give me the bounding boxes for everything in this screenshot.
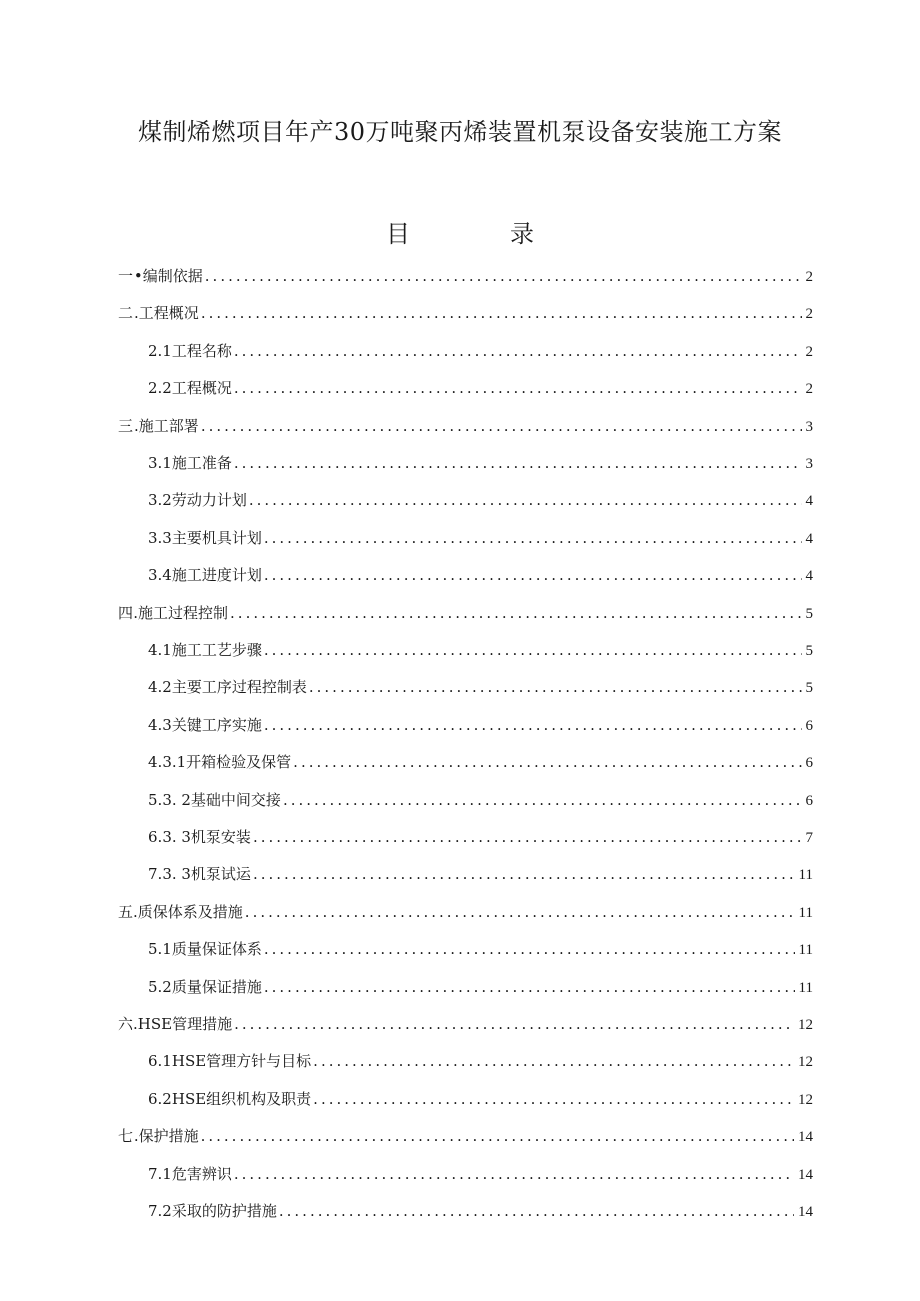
toc-entry-page-number: 2	[805, 269, 813, 285]
toc-entry-label: 质量保证体系	[171, 940, 262, 959]
toc-entry-number: 5.	[148, 790, 163, 809]
toc-entry-label: 危害辨识	[171, 1164, 232, 1183]
toc-entry-label: 3. 3机泵安装	[162, 828, 251, 846]
toc-entry-page-number: 14	[798, 1129, 813, 1146]
toc-entry-number: 五	[118, 902, 134, 921]
toc-entry-number: 七	[118, 1127, 134, 1146]
toc-entry-page-number: 2	[805, 306, 813, 323]
toc-entry-number: 7.1	[148, 1164, 172, 1183]
toc-leader-dots	[234, 370, 802, 407]
toc-leader-dots	[264, 632, 802, 669]
toc-entry[interactable]	[0, 1006, 920, 1043]
toc-entry-page-number: 4	[805, 530, 813, 547]
toc-entry[interactable]	[0, 595, 920, 632]
toc-leader-dots	[205, 258, 802, 295]
toc-heading	[0, 214, 920, 249]
toc-entry-label: 采取的防护措施	[171, 1202, 277, 1220]
toc-entry-label: HSE管理方针与目标	[171, 1052, 312, 1071]
toc-entry[interactable]	[0, 931, 920, 968]
toc-entry-page-number: 12	[798, 1054, 813, 1071]
toc-entry[interactable]	[0, 1081, 920, 1118]
toc-entry[interactable]	[0, 333, 920, 370]
toc-entry-label: 主要机具计划	[171, 528, 262, 547]
toc-entry-number: 3.2	[148, 491, 172, 510]
toc-entry-label: 主要工序过程控制表	[171, 678, 307, 697]
toc-entry[interactable]	[0, 669, 920, 706]
toc-leader-dots	[253, 856, 795, 893]
toc-entry-number: 4.	[148, 753, 163, 772]
toc-leader-dots	[234, 445, 802, 482]
toc-entry-number: 6.2	[148, 1089, 172, 1108]
toc-entry-label: .工程概况	[134, 304, 199, 323]
toc-entry-page-number: 11	[798, 867, 813, 884]
toc-entry[interactable]	[0, 295, 920, 332]
toc-entry-label: .HSE管理措施	[133, 1015, 233, 1033]
toc-leader-dots	[313, 1081, 794, 1118]
toc-entry-label: 质量保证措施	[171, 977, 262, 996]
toc-entry-label: 3. 2基础中间交接	[162, 790, 281, 809]
toc-entry-page-number: 6	[805, 755, 813, 772]
toc-entry-number: 4.2	[148, 678, 172, 697]
toc-entry[interactable]	[0, 707, 920, 744]
toc-leader-dots	[249, 482, 802, 519]
toc-entry-label: .质保体系及措施	[133, 902, 243, 921]
toc-entry[interactable]	[0, 856, 920, 893]
toc-leader-dots	[264, 969, 795, 1006]
toc-heading-char-1: 目	[386, 220, 410, 248]
toc-entry-number: 4.1	[148, 641, 172, 659]
toc-entry-page-number: 5	[805, 605, 813, 622]
toc-entry-label: 施工进度计划	[171, 566, 262, 585]
toc-entry-page-number: 12	[798, 1017, 813, 1033]
toc-entry-label: .施工过程控制	[133, 603, 229, 622]
toc-entry[interactable]	[0, 557, 920, 594]
toc-entry-page-number: 11	[798, 979, 813, 996]
toc-entry-number: 二	[118, 304, 134, 323]
toc-entry-label: 3. 3机泵试运	[162, 865, 251, 884]
toc-entry-label: 施工准备	[171, 454, 232, 472]
toc-leader-dots	[253, 819, 802, 856]
toc-leader-dots	[283, 782, 802, 819]
toc-entry-number: 5.1	[148, 940, 172, 959]
toc-entry-label: 施工工艺步骤	[171, 641, 262, 659]
toc-entry-label: •编制依据	[133, 267, 203, 285]
toc-entry-label: .保护措施	[133, 1127, 199, 1146]
toc-entry[interactable]	[0, 1193, 920, 1230]
toc-leader-dots	[201, 295, 802, 332]
toc-entry-page-number: 11	[798, 904, 813, 921]
toc-leader-dots	[293, 744, 801, 781]
toc-entry[interactable]	[0, 482, 920, 519]
toc-leader-dots	[234, 1156, 794, 1193]
toc-entry-page-number: 2	[805, 343, 813, 360]
toc-leader-dots	[264, 931, 795, 968]
toc-entry-number: 3.1	[148, 454, 172, 472]
toc-leader-dots	[234, 1006, 794, 1043]
toc-entry-number: 7.2	[148, 1202, 172, 1220]
toc-entry-label: 工程概况	[171, 379, 232, 398]
toc-entry-label: .施工部署	[134, 416, 199, 435]
toc-entry-label: 关键工序实施	[171, 715, 262, 734]
toc-entry-number: 7.	[148, 865, 163, 884]
toc-entry-number: 2.2	[148, 379, 172, 398]
toc-entry[interactable]	[0, 632, 920, 669]
toc-entry[interactable]	[0, 744, 920, 781]
toc-entry-page-number: 4	[805, 568, 813, 585]
toc-entry-number: 5.2	[148, 977, 172, 996]
toc-entry[interactable]	[0, 258, 920, 295]
toc-entry-number: 三	[118, 416, 134, 435]
toc-entry-page-number: 4	[805, 493, 813, 510]
toc-entry-page-number: 5	[805, 680, 813, 697]
toc-entry-label: 工程名称	[171, 341, 232, 360]
document-title: 煤制烯燃项目年产30万吨聚丙烯装置机泵设备安装施工方案	[137, 118, 783, 146]
toc-entry-label: 3.1开箱检验及保管	[162, 753, 292, 772]
toc-entry-number: 四	[118, 603, 134, 622]
toc-entry-page-number: 6	[805, 792, 813, 809]
toc-leader-dots	[264, 520, 802, 557]
toc-entry-number: 4.3	[148, 715, 172, 734]
toc-entry-number: 6.1	[148, 1052, 172, 1071]
toc-entry[interactable]	[0, 1118, 920, 1155]
toc-entry-page-number: 14	[798, 1204, 813, 1220]
toc-heading-char-2: 录	[510, 220, 534, 248]
toc-entry-number: 一	[118, 267, 134, 285]
toc-leader-dots	[234, 333, 802, 370]
toc-entry-page-number: 14	[798, 1166, 813, 1183]
toc-entry[interactable]	[0, 1156, 920, 1193]
toc-entry[interactable]	[0, 445, 920, 482]
toc-entry-number: 6.	[148, 828, 163, 846]
toc-entry-page-number: 6	[805, 717, 813, 734]
toc-entry[interactable]	[0, 520, 920, 557]
toc-entry-page-number: 3	[805, 418, 813, 435]
toc-entry[interactable]	[0, 782, 920, 819]
toc-entry-page-number: 12	[798, 1091, 813, 1108]
toc-leader-dots	[264, 707, 802, 744]
toc-entry[interactable]	[0, 408, 920, 445]
toc-entry-number: 3.4	[148, 566, 172, 585]
toc-entry[interactable]	[0, 819, 920, 856]
toc-entry-page-number: 5	[805, 643, 813, 659]
toc-entry-page-number: 2	[805, 381, 813, 398]
toc-leader-dots	[201, 408, 802, 445]
toc-leader-dots	[201, 1118, 794, 1155]
toc-leader-dots	[309, 669, 802, 706]
toc-entry[interactable]	[0, 969, 920, 1006]
toc-entry-label: HSE组织机构及职责	[171, 1089, 312, 1108]
toc-leader-dots	[264, 557, 802, 594]
toc-leader-dots	[279, 1193, 794, 1230]
toc-leader-dots	[245, 894, 795, 931]
toc-entry-number: 3.3	[148, 528, 172, 547]
toc-entry-page-number: 11	[798, 942, 813, 959]
toc-leader-dots	[230, 595, 801, 632]
toc-entry[interactable]	[0, 894, 920, 931]
toc-leader-dots	[313, 1043, 794, 1080]
toc-entry-number: 六	[118, 1015, 134, 1033]
toc-entry-number: 2.1	[148, 341, 172, 360]
toc-entry-label: 劳动力计划	[171, 491, 247, 510]
toc-entry[interactable]	[0, 370, 920, 407]
toc-entry-page-number: 7	[805, 830, 813, 846]
toc-entry-page-number: 3	[805, 456, 813, 472]
toc-entry[interactable]	[0, 1043, 920, 1080]
